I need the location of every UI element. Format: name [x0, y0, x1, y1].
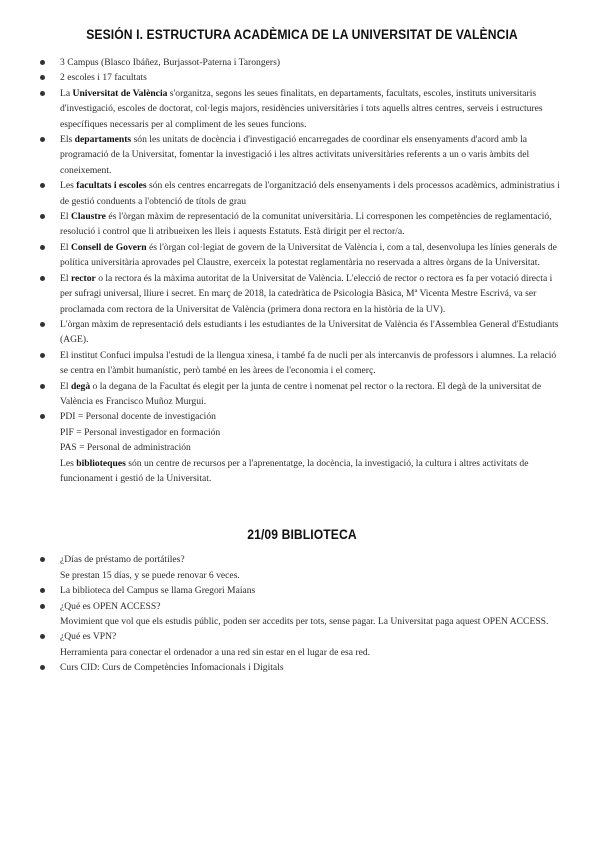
list-item — [40, 629, 564, 660]
item-text: El — [60, 272, 71, 284]
abbreviation-line: PAS = Personal de administración — [60, 442, 191, 454]
bullet-icon — [40, 75, 45, 80]
bullet-icon — [40, 322, 45, 327]
list-item — [40, 70, 564, 85]
item-text: és l'òrgan col·legiat de govern de la Universitat de València i, com a tal, desenvolupa les línies generals de política universitària aprovades pel Claustre, exerceix la potestat reglamentària no reservada a altres òrgans de la Universitat. — [60, 241, 557, 269]
list-item — [40, 660, 564, 675]
question-text: ¿Qué es OPEN ACCESS? — [60, 600, 161, 612]
bullet-icon — [40, 414, 45, 419]
bullet-icon — [40, 214, 45, 219]
item-text: Les — [60, 457, 77, 469]
question-text: La biblioteca del Campus se llama Gregori Maians — [60, 585, 256, 597]
bullet-icon — [40, 91, 45, 96]
bold-term: Claustre — [70, 211, 106, 223]
answer-text: Se prestan 15 días, y se puede renovar 6 veces. — [60, 569, 240, 581]
list-item — [40, 132, 564, 178]
bold-term: departaments — [74, 134, 132, 146]
item-text: 2 escoles i 17 facultats — [60, 72, 147, 84]
list-item — [40, 552, 564, 583]
item-text: El — [60, 380, 71, 392]
bullet-icon — [40, 137, 45, 142]
item-text: o la rectora és la màxima autoritat de la Universitat de València. L'elecció de rector o rectora es fa per votació directa i per sufragi universal, lliure i secret. En març de 2018, la catedràtica de Psicologia Bàsica, Mª Vicenta Mestre Escrivá, va ser proclamada com rectora de la Universitat de València (primera dona rectora en la història de la UV). — [60, 272, 553, 315]
list-item — [40, 409, 564, 486]
list-item — [40, 178, 564, 209]
section-1-list — [40, 55, 564, 486]
item-text: La — [60, 87, 73, 99]
bold-term: facultats i escoles — [76, 180, 147, 192]
list-item — [40, 209, 564, 240]
item-text: són els centres encarregats de l'organització dels ensenyaments i dels processos acadèmics, administratius i de gestió conduents a l'obtenció de títols de grau — [60, 180, 560, 207]
abbreviation-line: PIF = Personal investigador en formación — [60, 426, 221, 438]
item-text: L'òrgan màxim de representació dels estudiants i les estudiantes de la Universitat de València és l'Assemblea General d'Estudiants (AGE). — [60, 318, 559, 346]
bold-term: Universitat de València — [72, 87, 168, 99]
bullet-icon — [40, 276, 45, 281]
item-text: 3 Campus (Blasco Ibáñez, Burjassot-Paterna i Tarongers) — [60, 57, 281, 68]
list-item — [40, 240, 564, 271]
list-item — [40, 599, 564, 630]
abbreviation-line: PDI = Personal docente de investigación — [60, 411, 216, 423]
item-text: El — [60, 211, 71, 223]
bullet-icon — [40, 588, 45, 593]
question-text: ¿Días de préstamo de portátiles? — [60, 554, 185, 566]
item-text: El — [60, 241, 71, 253]
section-1-title: SESIÓN I. ESTRUCTURA ACADÈMICA DE LA UNIVERSITAT DE VALÈNCIA — [86, 27, 518, 42]
bullet-icon — [40, 183, 45, 188]
section-2-list — [40, 552, 564, 675]
bullet-icon — [40, 665, 45, 670]
list-item — [40, 317, 564, 348]
bullet-icon — [40, 60, 45, 65]
bullet-icon — [40, 634, 45, 639]
list-item — [40, 583, 564, 598]
question-text: ¿Qué es VPN? — [60, 631, 117, 643]
bullet-icon — [40, 245, 45, 250]
list-item — [40, 348, 564, 379]
bullet-icon — [40, 353, 45, 358]
list-item — [40, 271, 564, 317]
bold-term: Consell de Govern — [70, 241, 147, 253]
list-item — [40, 379, 564, 410]
bold-term: rector — [70, 272, 96, 284]
bullet-icon — [40, 557, 45, 562]
answer-text: Herramienta para conectar el ordenador a una red sin estar en el lugar de esa red. — [60, 646, 371, 658]
question-text: Curs CID: Curs de Competències Infomacionals i Digitals — [60, 662, 284, 674]
item-text: és l'òrgan màxim de representació de la comunitat universitària. Li corresponen les competències de reglamentació, resolució i control que li atribueixen les lleis i aquests Estatuts. Està dirigit per el rector/a. — [60, 211, 552, 238]
item-text: s'organitza, segons les seues finalitats, en departaments, facultats, escoles, instituts universitaris d'investigació, escoles de doctorat, col·legis majors, residències universitàries i tots aquells altres centres, serveis i estructures específiques necessaris per al compliment de les seues funcions. — [60, 87, 543, 130]
section-2-title: 21/09 BIBLIOTECA — [247, 527, 357, 543]
item-text: El institut Confuci impulsa l'estudi de la llengua xinesa, i també fa de nucli per als intercanvis de professors i alumnes. La relació se centra en l'àmbit humanístic, però també en les àrees de l'economia i el comerç. — [60, 349, 557, 377]
bullet-icon — [40, 384, 45, 389]
list-item — [40, 86, 564, 132]
bold-term: biblioteques — [76, 457, 126, 469]
bullet-icon — [40, 604, 45, 609]
item-text: Les — [60, 180, 77, 192]
item-text: són les unitats de docència i d'investigació encarregades de coordinar els ensenyaments d'acord amb la programació de la Universitat, fomentar la investigació i les altres activitats universitàries referents a un o varis àmbits del coneixement. — [60, 134, 530, 176]
item-text: Els — [60, 134, 75, 146]
list-item — [40, 55, 564, 70]
answer-text: Movimient que vol que els estudis públic, poden ser accedits per tots, sense pagar. La Universitat paga aquest OPEN ACCESS. — [60, 616, 549, 627]
item-text: o la degana de la Facultat és elegit per la junta de centre i nomenat pel rector o la rectora. El degà de la universitat de València es Francisco Muñoz Murgui. — [60, 380, 542, 407]
bold-term: degà — [70, 380, 91, 392]
item-text: són un centre de recursos per a l'aprenentatge, la docència, la investigació, la cultura i altres activitats de funcionament i gestió de la Universitat. — [60, 457, 529, 484]
